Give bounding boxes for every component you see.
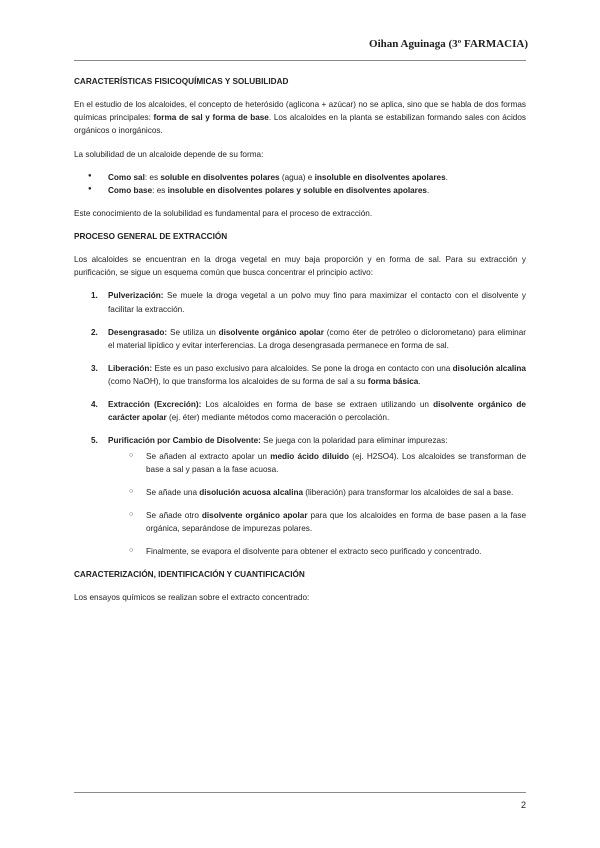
step-desengrasado: 2. Desengrasado: Se utiliza un disolvente orgánico apolar (como éter de petróleo o diclorometano) para eliminar el material lipídico y evitar interferencias. La droga desengrasada permanece en forma de sal. — [91, 327, 526, 350]
step-liberacion: 3. Liberación: Este es un paso exclusivo para alcaloides. Se pone la droga en contacto con una disolución alcalina (como NaOH), lo que transforma los alcaloides de su forma de sal a su forma básica. — [91, 363, 526, 386]
header-divider — [74, 60, 526, 61]
paragraph-formas-quimicas: En el estudio de los alcaloides, el concepto de heterósido (aglicona + azúcar) no se aplica, sino que se habla de dos formas químicas principales: forma de sal y forma de base. Los alcaloides en la planta se estabilizan formando sales con ácidos orgánicos o inorgánicos. — [74, 100, 526, 136]
section-title-caracterizacion: CARACTERIZACIÓN, IDENTIFICACIÓN Y CUANTIFICACIÓN — [74, 570, 305, 580]
extraction-steps — [74, 289, 526, 558]
paragraph-solubilidad: La solubilidad de un alcaloide depende de su forma: — [74, 149, 264, 159]
list-item-sal: ● Como sal: es soluble en disolventes polares (agua) e insoluble en disolventes apolares. — [108, 171, 526, 184]
document-body — [74, 75, 526, 615]
paragraph-conocimiento: Este conocimiento de la solubilidad es fundamental para el proceso de extracción. — [74, 208, 373, 218]
substep-acido: ○ Se añaden al extracto apolar un medio ácido diluido (ej. H2SO4). Los alcaloides se transforman de base a sal y pasan a la fase acuosa. — [146, 450, 526, 476]
purification-substeps — [74, 450, 526, 559]
section-title-extraccion: PROCESO GENERAL DE EXTRACCIÓN — [74, 232, 228, 241]
substep-alcalina: ○ Se añade una disolución acuosa alcalina (liberación) para transformar los alcaloides de sal a base. — [146, 486, 526, 499]
substep-evaporacion: ○ Finalmente, se evapora el disolvente para obtener el extracto seco purificado y concentrado. — [146, 545, 526, 558]
step-purificacion: 5. Purificación por Cambio de Disolvente: Se juega con la polaridad para eliminar impurezas: ○ Se añaden al extracto apolar un medio ácido diluido (ej. H2SO4). Los alcaloides se transforman de base a sal y pasan a la fase acuosa. ○ Se añade una disolución acuosa alcalina (liberación) para transformar los alcaloides de sal a base. ○ Se añade otro disolvente orgánico apolar para que los alcaloides en forma de base pasen a la fase orgánica, separándose de impurezas polares. ○ Finalmente, se evapora el disolvente para obtener el extracto seco purificado y concentrado. — [108, 434, 526, 558]
section-title-solubilidad: CARACTERÍSTICAS FISICOQUÍMICAS Y SOLUBILIDAD — [74, 77, 289, 86]
substep-apolar: ○ Se añade otro disolvente orgánico apolar para que los alcaloides en forma de base pasen a la fase orgánica, separándose de impurezas polares. — [146, 509, 526, 535]
solubility-list — [74, 171, 526, 197]
step-pulverizacion: 1. Pulverización: Se muele la droga vegetal a un polvo muy fino para maximizar el contacto con el disolvente y facilitar la extracción. — [91, 291, 526, 314]
page-number: 2 — [520, 800, 526, 810]
document-header-author: Oihan Aguinaga (3º FARMACIA) — [369, 38, 528, 50]
paragraph-ensayos: Los ensayos químicos se realizan sobre el extracto concentrado: — [74, 593, 310, 603]
step-extraccion: 4. Extracción (Excreción): Los alcaloides en forma de base se extraen utilizando un disolvente orgánico de carácter apolar (ej. éter) mediante métodos como maceración o percolación. — [91, 400, 526, 423]
list-item-base: ● Como base: es insoluble en disolventes polares y soluble en disolventes apolares. — [108, 184, 526, 197]
footer-divider — [74, 792, 526, 793]
paragraph-extraccion-intro: Los alcaloides se encuentran en la droga vegetal en muy baja proporción y en forma de sal. Para su extracción y purificación, se sigue un esquema común que busca concentrar el principio activo: — [74, 255, 526, 278]
